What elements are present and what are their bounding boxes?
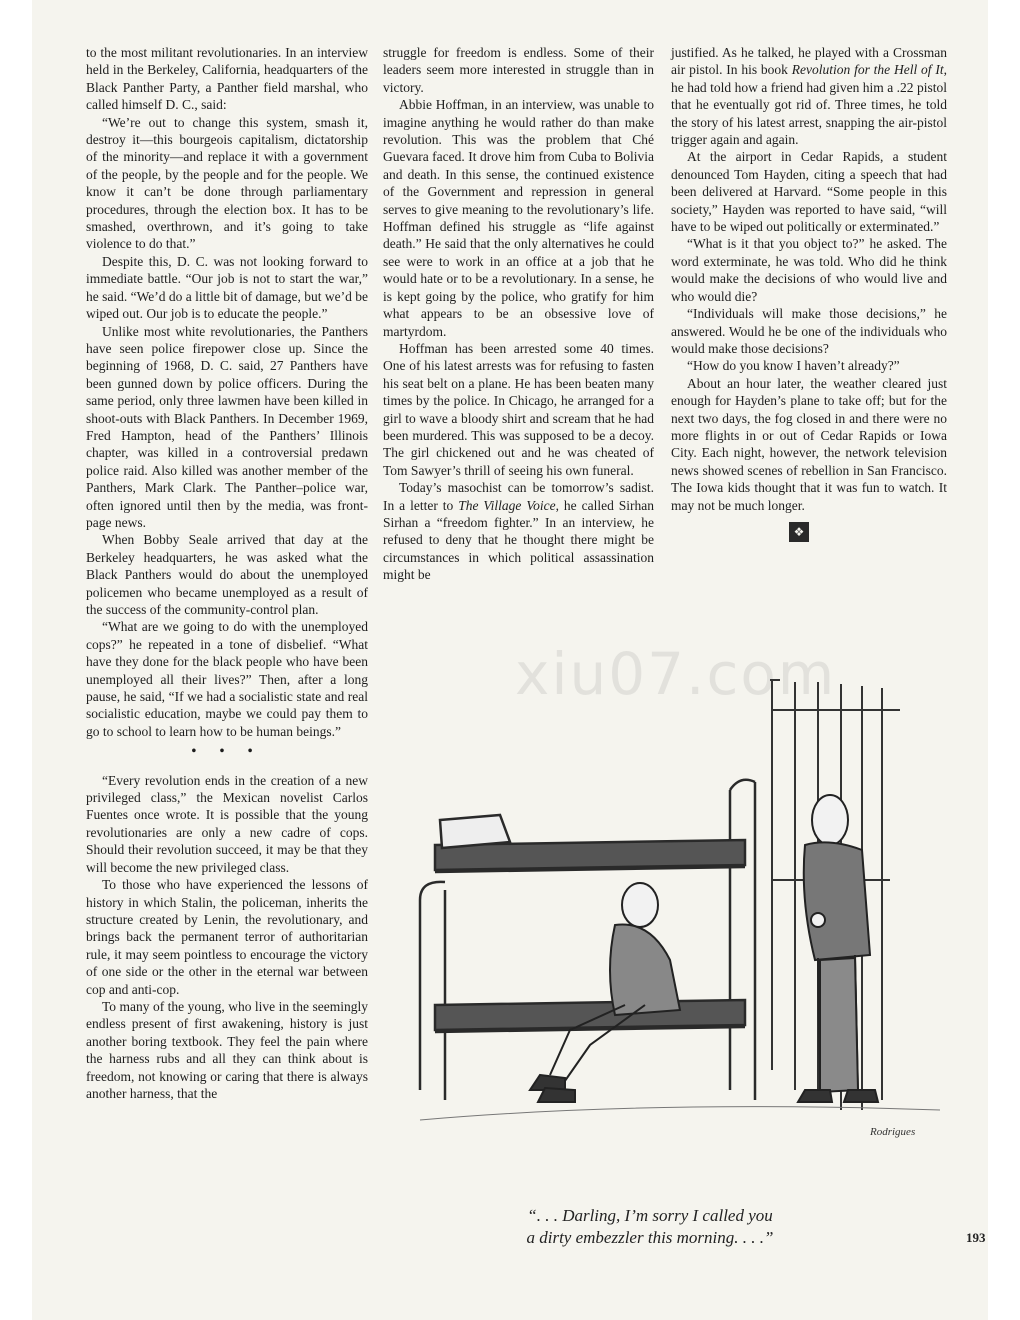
paragraph: Unlike most white revolutionaries, the Panthers have seen police firepower close up. Since the beginning of 1968, D. C. said, 27 Panthers have been gunned down by police officers. During the same period, only three lawmen have been killed in shoot-outs with Black Panthers. In December 1969, Fred Hampton, head of the Panthers’ Illinois chapter, was killed in a controversial predawn police raid. Also killed was another member of the Panthers, Mark Clark. The Panther–police war, often ignored until then by the media, was front-page news. xyxy=(86,323,368,530)
caption-line: a dirty embezzler this morning. . . .” xyxy=(526,1228,774,1247)
cartoon-caption xyxy=(430,1205,870,1249)
paragraph: To those who have experienced the lessons of history in which Stalin, the policeman, inherits the structure created by Lenin, the revolutionary, and brings back the permanent terror of authoritarian rule, it may seem pointless to encourage the victory of one side or the other in the eternal war between cop and anti-cop. xyxy=(86,877,368,997)
paragraph-text: Today’s masochist can be tomorrow’s sadist. In a letter to xyxy=(383,480,654,513)
paragraph-text: , he called Sirhan Sirhan a “freedom fighter.” In an interview, he refused to deny that he thought there might be circumstances in which political assassination might be xyxy=(383,497,654,583)
standing-prisoner xyxy=(798,795,878,1102)
paragraph: “What is it that you object to?” he asked. The word exterminate, he was told. Who did he think would make the decisions of who would live and who would die? xyxy=(671,236,947,304)
paragraph xyxy=(383,479,654,583)
article-column-2 xyxy=(383,44,654,584)
page-number: 193 xyxy=(966,1230,986,1245)
bunk-bed xyxy=(420,780,755,1100)
book-title: Revolution for the Hell of It xyxy=(791,62,944,78)
section-break: • • • xyxy=(191,743,263,759)
paragraph: struggle for freedom is endless. Some of their leaders seem more interested in struggle than in victory. xyxy=(383,45,654,95)
paragraph: About an hour later, the weather cleared just enough for Hayden’s plane to take off; but for the next two days, the fog closed in and there were no more flights in or out of Cedar Rapids or Iowa City. Each night, however, the network television news showed scenes of rebellion in San Francisco. The Iowa kids thought that it was fun to watch. It may not be much longer. xyxy=(671,375,947,513)
paragraph xyxy=(671,44,947,148)
paragraph: “We’re out to change this system, smash it, destroy it—this bourgeois capitalism, dictatorship of the minority—and replace it with a government of the people, by the people and for the people. We know it can’t be done through parliamentary procedures, through the election box. It has to be smashed, overthrown, and it’s going to take violence to do that.” xyxy=(86,114,368,252)
article-column-1 xyxy=(86,44,368,1102)
watermark: xiu07.com xyxy=(515,640,837,708)
cartoon-illustration xyxy=(400,670,956,1200)
paragraph: At the airport in Cedar Rapids, a student denounced Tom Hayden, citing a speech that had been delivered at Harvard. “Some people in this society,” Hayden was reported to have said, “will have to be wiped out politically or exterminated.” xyxy=(671,149,947,235)
seated-prisoner xyxy=(530,883,680,1102)
publication-title: The Village Voice xyxy=(458,497,556,513)
paragraph-text: , he had told how a friend had given him a .22 pistol that he eventually got rid of. Three times, he told the story of his latest arrest, snapping the air-pistol trigger again and again. xyxy=(671,62,947,148)
paragraph: When Bobby Seale arrived that day at the Berkeley headquarters, he was asked what the Black Panthers would do about the unemployed policemen who became unemployed as a result of the success of the community-control plan. xyxy=(86,532,368,617)
paragraph: to the most militant revolutionaries. In an interview held in the Berkeley, California, headquarters of the Black Panther Party, a Panther field marshal, who called himself D. C., said: xyxy=(86,45,368,113)
rabbit-head-icon: ❖ xyxy=(789,522,809,542)
paragraph: “Every revolution ends in the creation of a new privileged class,” the Mexican novelist Carlos Fuentes once wrote. It is possible that the young revolutionaries are only a new cadre of cops. Should their revolution succeed, it may be that they will become the new privileged class. xyxy=(86,772,368,875)
paragraph: Abbie Hoffman, in an interview, was unable to imagine anything he would rather do than make revolution. This was the problem that Ché Guevara faced. It drove him from Cuba to Bolivia and death. In this sense, the continued existence of the Government and repression in general serves to give meaning to the revolutionary’s life. Hoffman defined his struggle as “life against death.” He said that the only alternatives he could see were to work in an office at a job that he would hate or to be a revolutionary. In a sense, he is kept going by the police, who gratify for him what appears to be an obsessive love of martyrdom. xyxy=(383,97,654,339)
artist-signature: Rodrigues xyxy=(870,1126,916,1138)
paragraph-text: justified. As he talked, he played with a Crossman air pistol. In his book xyxy=(671,45,947,78)
paragraph: “Individuals will make those decisions,” he answered. Would he be one of the individuals who would make those decisions? xyxy=(671,306,947,356)
paragraph: “What are we going to do with the unemployed cops?” he repeated in a tone of disbelief. “What have they done for the black people who have been unemployed all their lives?” Then, after a long pause, he said, “If we had a socialistic state and real socialistic education, maybe we could pay them to go to school to learn how to be human beings.” xyxy=(86,619,368,739)
caption-line: “. . . Darling, I’m sorry I called you xyxy=(527,1206,773,1225)
paragraph: Hoffman has been arrested some 40 times. One of his latest arrests was for refusing to fasten his seat belt on a plane. He has been beaten many times by the police. In Chicago, he arranged for a girl to wave a bloody shirt and scream that he had been murdered. This was supposed to be a decoy. The girl chickened out and he was cheated of Tom Sawyer’s thrill of seeing his own funeral. xyxy=(383,340,654,478)
article-column-3 xyxy=(671,44,947,542)
paragraph: To many of the young, who live in the seemingly endless present of first awakening, history is just another boring textbook. They feel the pain where the harness rubs and all they can think about is freedom, not knowing or caring that there is always another harness, that the xyxy=(86,998,368,1101)
paragraph: Despite this, D. C. was not looking forward to immediate battle. “Our job is not to start the war,” he said. “We’d do a little bit of damage, but we’d be wiped out. Our job is to educate the people.” xyxy=(86,253,368,322)
paragraph: “How do you know I haven’t already?” xyxy=(687,358,900,374)
